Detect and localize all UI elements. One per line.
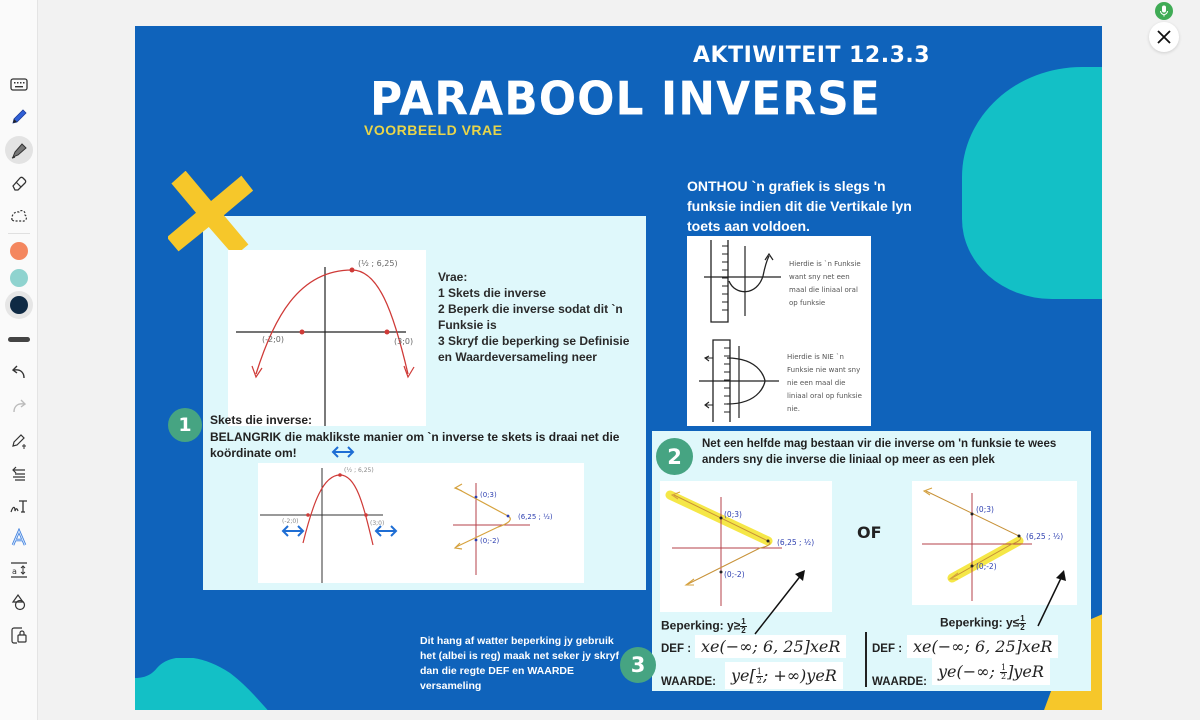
fraction-half: $\frac{1}{2}$ (1020, 614, 1025, 632)
range-right: ye(−∞; $\frac{1}{2}$ ]yeR (932, 658, 1050, 685)
keyboard-button[interactable] (5, 70, 33, 98)
page-title: PARABOOL INVERSE (370, 72, 881, 127)
non-function-example-text: Hierdie is NIE `n Funksie nie want sny nie een maal die liniaal oral op funksie nie. (787, 353, 862, 413)
vertex-label: (½ ; 6,25) (358, 259, 398, 268)
step-2-badge: 2 (656, 438, 693, 475)
step1-inverse-graph (398, 463, 584, 583)
highlighter-button[interactable] (5, 136, 33, 164)
decorative-x-icon (168, 171, 253, 256)
close-button[interactable] (1149, 22, 1179, 52)
toolbar-divider (8, 233, 30, 234)
svg-text:(6,25 ; ½): (6,25 ; ½) (518, 513, 553, 521)
x-intercept-left-label: (-2;0) (262, 335, 285, 344)
vertical-line-test-examples (687, 236, 871, 426)
question-2: 2 Beperk die inverse sodat dit `n Funksie is (438, 302, 623, 332)
shapes-icon (9, 592, 29, 612)
step1-heading: Skets die inverse: (210, 413, 313, 427)
def-label-left: DEF : (661, 643, 692, 655)
handwriting-icon (9, 496, 29, 516)
step-3-badge: 3 (620, 647, 656, 683)
step2-text: Net een helfde mag bestaan vir die inverse om 'n funksie te wees anders sny die inverse die liniaal op meer as een plek (702, 438, 1057, 466)
step1-text: BELANGRIK die maklikste manier om `n inverse te skets is draai net die koördinate om! (210, 430, 620, 460)
domain-left: xe(−∞; 6, 25]xeR (695, 635, 846, 658)
color-teal (10, 269, 28, 287)
shapes-button[interactable] (5, 588, 33, 616)
x-intercept-right-label: (3;0) (394, 337, 414, 346)
svg-text:(0;3): (0;3) (724, 510, 742, 519)
handwriting-to-text-button[interactable] (5, 492, 33, 520)
svg-text:(0;3): (0;3) (480, 491, 497, 499)
slide-canvas (135, 26, 1102, 710)
text-style-a-icon (9, 528, 29, 548)
svg-text:(0;-2): (0;-2) (724, 570, 745, 579)
svg-text:(0;-2): (0;-2) (480, 537, 500, 545)
svg-text:(3;0): (3;0) (370, 520, 385, 527)
function-example-text: Hierdie is `n Funksie want sny net een maal die liniaal oral op funksie (789, 260, 861, 307)
swap-arrow-icon (373, 523, 399, 539)
ink-toolbar (0, 0, 38, 720)
pen-button[interactable] (5, 103, 33, 131)
stroke-thickness-button[interactable] (5, 325, 33, 353)
eraser-icon (9, 173, 29, 193)
column-divider (865, 632, 867, 687)
lock-ink-button[interactable] (5, 621, 33, 649)
question-1: 1 Skets die inverse (438, 286, 547, 300)
close-icon (1156, 29, 1172, 45)
svg-text:(½ ; 6,25): (½ ; 6,25) (344, 467, 374, 474)
keyboard-icon (9, 74, 29, 94)
stroke-thickness-icon (8, 337, 30, 342)
question-3: 3 Skryf die beperking se Definisie en Waardeversameling neer (438, 334, 630, 364)
def-label-right: DEF : (872, 643, 903, 655)
color-orange (10, 242, 28, 260)
swap-arrow-icon (330, 444, 356, 460)
pointer-arrow-icon (750, 566, 810, 636)
decorative-teal-blob (962, 67, 1102, 299)
redo-button[interactable] (5, 392, 33, 420)
svg-text:a: a (12, 567, 17, 576)
svg-text:(-2;0): (-2;0) (282, 518, 299, 525)
microphone-button[interactable] (1155, 2, 1173, 20)
pointer-arrow-icon (1030, 566, 1070, 628)
lock-icon (9, 625, 29, 645)
eraser-button[interactable] (5, 169, 33, 197)
questions-list (438, 269, 638, 365)
color-swatch-navy[interactable] (5, 291, 33, 319)
range-left: ye[ $\frac{1}{2}$ ; +∞)yeR (725, 662, 843, 689)
microphone-icon (1159, 5, 1169, 17)
activity-number: AKTIWITEIT 12.3.3 (693, 43, 931, 68)
range-label-right: WAARDE: (872, 676, 927, 688)
add-space-icon (9, 560, 29, 580)
svg-text:(6,25 ; ½): (6,25 ; ½) (1026, 532, 1064, 541)
lasso-select-icon (9, 206, 29, 226)
or-label: OF (857, 523, 882, 542)
redo-icon (9, 396, 29, 416)
swap-arrow-icon (280, 523, 306, 539)
ink-to-list-icon (9, 463, 29, 483)
restriction-left: Beperking: y≥ $\frac{1}{2}$ (661, 617, 746, 635)
color-swatch-teal[interactable] (5, 264, 33, 292)
range-label-left: WAARDE: (661, 676, 716, 688)
svg-text:(0;3): (0;3) (976, 505, 994, 514)
undo-icon (9, 362, 29, 382)
svg-text:(6,25 ; ½): (6,25 ; ½) (777, 538, 815, 547)
step-1-badge: 1 (168, 408, 202, 442)
highlighter-icon (9, 140, 29, 160)
remember-note: ONTHOU `n grafiek is slegs 'n funksie indien dit die Vertikale lyn toets aan voldoen. (687, 178, 912, 234)
fraction-half: $\frac{1}{2}$ (741, 617, 746, 635)
text-style-button[interactable] (5, 524, 33, 552)
decorative-teal-wave (135, 658, 305, 710)
undo-button[interactable] (5, 358, 33, 386)
ink-to-text-icon (9, 431, 29, 451)
page-subtitle: VOORBEELD VRAE (364, 122, 503, 138)
questions-heading: Vrae: (438, 270, 468, 284)
color-swatch-orange[interactable] (5, 237, 33, 265)
pen-icon (9, 107, 29, 127)
color-navy (10, 296, 28, 314)
lasso-button[interactable] (5, 202, 33, 230)
line-spacing-button[interactable] (5, 556, 33, 584)
ink-to-list-button[interactable] (5, 459, 33, 487)
domain-right: xe(−∞; 6, 25]xeR (907, 635, 1058, 658)
footnote: Dit hang af watter beperking jy gebruik het (albei is reg) maak net seker jy skryf dan die regte DEF en WAARDE versameling (420, 635, 620, 692)
original-parabola-graph (228, 250, 426, 426)
ink-to-text-button[interactable] (5, 427, 33, 455)
svg-text:(0;-2): (0;-2) (976, 562, 997, 571)
restriction-right: Beperking: y≤ $\frac{1}{2}$ (940, 614, 1025, 632)
